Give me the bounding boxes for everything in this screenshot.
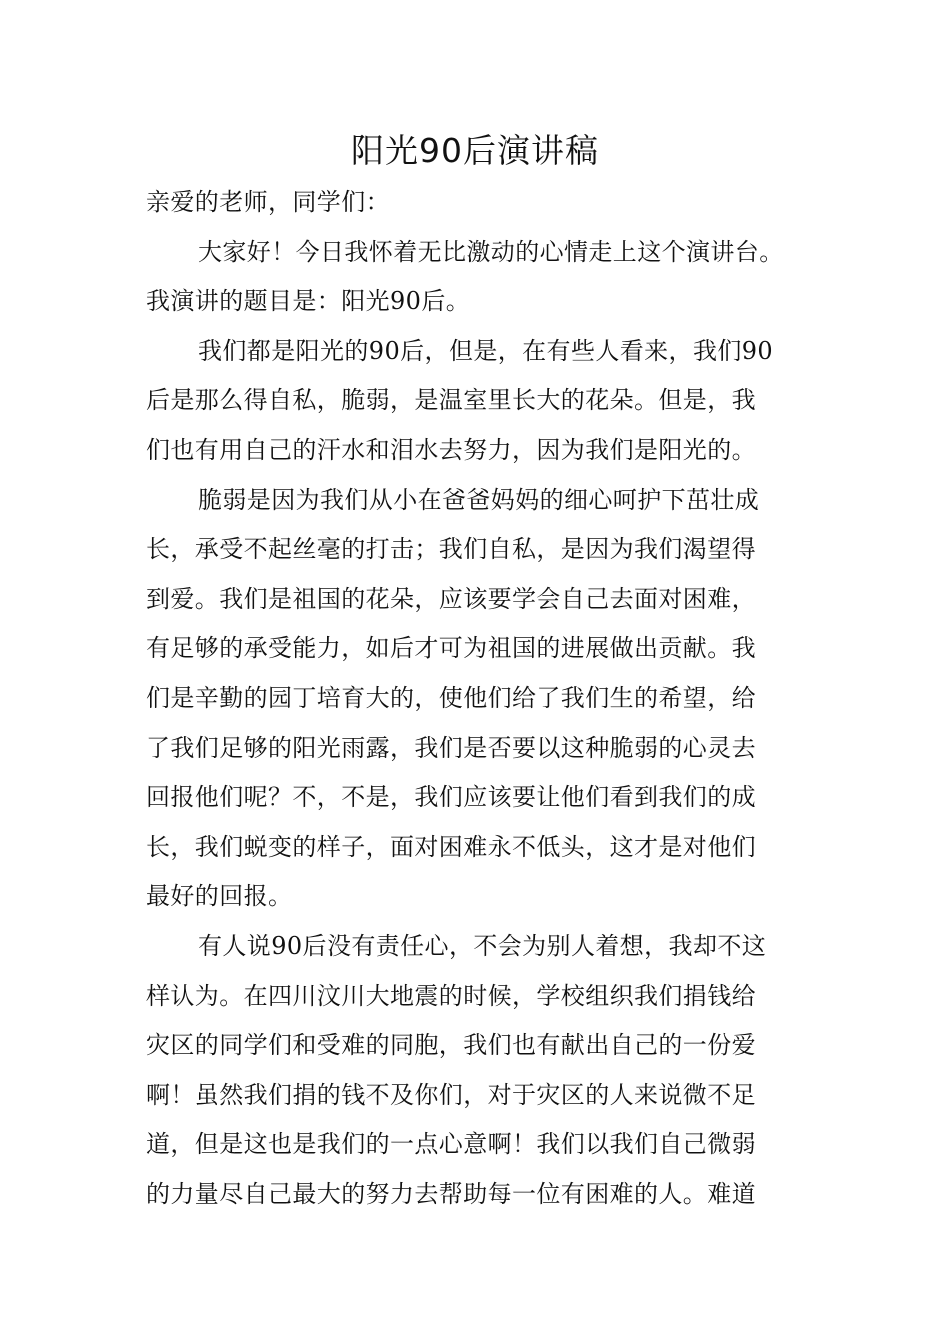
body-line: 脆弱是因为我们从小在爸爸妈妈的细心呵护下茁壮成 [198, 485, 760, 514]
body-line: 啊！虽然我们捐的钱不及你们，对于灾区的人来说微不足 [146, 1080, 756, 1109]
body-line: 到爱。我们是祖国的花朵，应该要学会自己去面对困难， [146, 584, 756, 613]
document-body [146, 178, 814, 1219]
document-title: 阳光90后演讲稿 [351, 131, 599, 170]
body-line: 有足够的承受能力，如后才可为祖国的进展做出贡献。我 [146, 634, 756, 663]
salutation-line: 亲爱的老师，同学们： [146, 188, 390, 216]
body-line: 长，我们蜕变的样子，面对困难永不低头，这才是对他们 [146, 832, 756, 861]
body-line: 长，承受不起丝毫的打击；我们自私，是因为我们渴望得 [146, 535, 756, 564]
body-line: 灾区的同学们和受难的同胞，我们也有献出自己的一份爱 [146, 1031, 756, 1060]
body-line: 我演讲的题目是：阳光90后。 [146, 287, 471, 316]
body-line: 最好的回报。 [146, 882, 293, 911]
body-line: 了我们足够的阳光雨露，我们是否要以这种脆弱的心灵去 [146, 733, 756, 762]
body-line: 们也有用自己的汗水和泪水去努力，因为我们是阳光的。 [146, 435, 756, 464]
body-line: 我们都是阳光的90后，但是，在有些人看来，我们90 [198, 336, 774, 365]
body-line: 的力量尽自己最大的努力去帮助每一位有困难的人。难道 [146, 1179, 756, 1208]
body-line: 道，但是这也是我们的一点心意啊！我们以我们自己微弱 [146, 1130, 756, 1159]
body-line: 们是辛勤的园丁培育大的，使他们给了我们生的希望，给 [146, 683, 756, 712]
body-line: 有人说90后没有责任心，不会为别人着想，我却不这 [198, 931, 767, 960]
body-line: 回报他们呢？不，不是，我们应该要让他们看到我们的成 [146, 783, 756, 812]
body-line: 后是那么得自私，脆弱，是温室里长大的花朵。但是，我 [146, 386, 756, 415]
body-line: 样认为。在四川汶川大地震的时候，学校组织我们捐钱给 [146, 981, 756, 1010]
body-line: 大家好！今日我怀着无比激动的心情走上这个演讲台。 [198, 237, 784, 266]
